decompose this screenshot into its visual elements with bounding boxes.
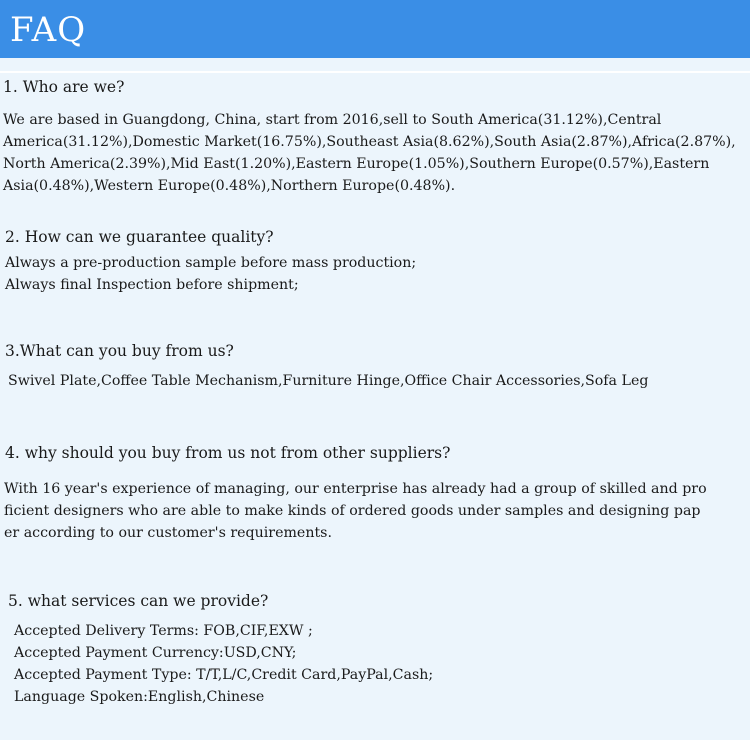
faq-answer-line: Asia(0.48%),Western Europe(0.48%),Northern Europe(0.48%). [3,178,456,194]
faq-question-3: 3.What can you buy from us? [5,342,234,360]
faq-question-2: 2. How can we guarantee quality? [5,228,274,246]
faq-answer-line: With 16 year's experience of managing, our enterprise has already had a group of skilled and pro [4,481,707,497]
faq-answer-4 [4,478,707,544]
faq-answer-line: ficient designers who are able to make kinds of ordered goods under samples and designing pap [4,503,701,519]
faq-question-4: 4. why should you buy from us not from other suppliers? [5,444,451,462]
faq-answer-5 [14,620,433,708]
faq-answer-line: Always a pre-production sample before mass production; [5,255,417,271]
faq-answer-line: North America(2.39%),Mid East(1.20%),Eastern Europe(1.05%),Southern Europe(0.57%),Eastern [3,156,710,172]
faq-answer-1 [3,109,736,197]
page-title: FAQ [10,10,87,50]
faq-answer-line: Accepted Delivery Terms: FOB,CIF,EXW ; [14,623,313,639]
faq-answer-line: Accepted Payment Currency:USD,CNY; [14,645,297,661]
faq-question-5: 5. what services can we provide? [8,592,269,610]
faq-answer-line: er according to our customer's requirements. [4,525,332,541]
faq-answer-line: America(31.12%),Domestic Market(16.75%),Southeast Asia(8.62%),South Asia(2.87%),Africa(2.87%), [3,134,736,150]
faq-answer-line: We are based in Guangdong, China, start from 2016,sell to South America(31.12%),Central [3,112,662,128]
faq-question-1: 1. Who are we? [3,78,125,96]
faq-answer-line: Always final Inspection before shipment; [5,277,299,293]
faq-answer-2 [5,252,416,296]
faq-answer-line: Accepted Payment Type: T/T,L/C,Credit Card,PayPal,Cash; [14,667,434,683]
faq-answer-3 [8,370,648,392]
faq-answer-line: Swivel Plate,Coffee Table Mechanism,Furniture Hinge,Office Chair Accessories,Sofa Leg [8,373,649,389]
faq-answer-line: Language Spoken:English,Chinese [14,689,265,705]
faq-header [0,0,750,58]
header-divider [0,71,750,73]
